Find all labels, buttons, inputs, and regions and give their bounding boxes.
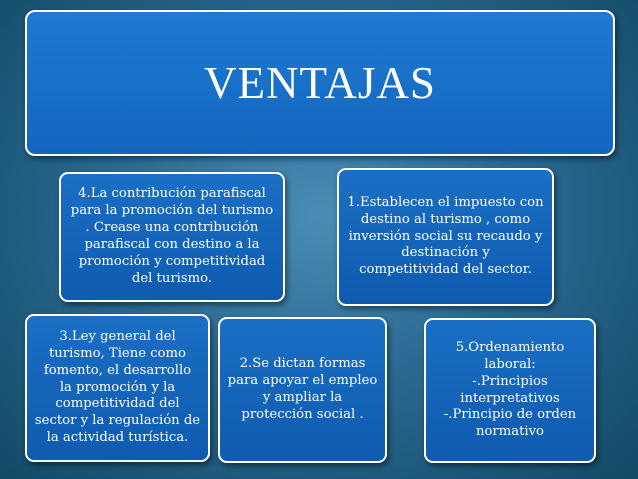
advantage-text-1: 1.Establecen el impuesto con destino al turismo , como inversión social su recaudo y destinación y competitividad del sector. — [347, 194, 544, 278]
diagram-title: VENTAJAS — [204, 57, 436, 108]
advantage-box-2 — [218, 317, 387, 463]
advantage-text-3: 3.Ley general del turismo, Tiene como fomento, el desarrollo la promoción y la competitividad del sector y la regulación de la actividad turística. — [34, 328, 201, 446]
advantage-text-5: 5.Ordenamiento laboral: -.Principios interpretativos -.Principio de orden normativo — [443, 339, 577, 440]
advantage-box-4 — [59, 172, 285, 302]
title-box — [25, 10, 615, 156]
advantage-box-1 — [337, 168, 554, 306]
advantage-text-2: 2.Se dictan formas para apoyar el empleo y ampliar la protección social . — [227, 356, 378, 422]
advantage-box-5 — [424, 318, 596, 463]
advantage-text-4: 4.La contribución parafiscal para la promoción del turismo . Crease una contribución parafiscal con destino a la promoción y competitividad del turismo. — [70, 186, 274, 286]
advantage-box-3 — [25, 314, 210, 462]
